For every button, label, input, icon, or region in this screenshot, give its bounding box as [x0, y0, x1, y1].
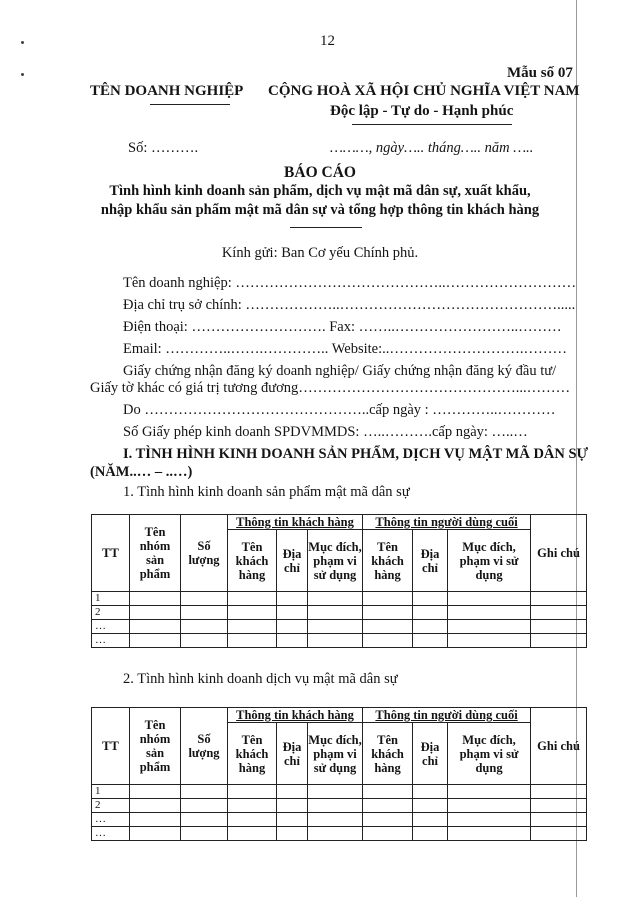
page-number: 12 — [320, 33, 335, 49]
document-date: ………, ngày….. tháng….. năm ….. — [330, 140, 534, 156]
scan-dot — [21, 41, 24, 44]
header-purpose: Mục đích, phạm vi sử dụng — [308, 723, 363, 785]
row-number: 1 — [92, 592, 130, 606]
row-number: … — [92, 634, 130, 648]
table-row — [92, 606, 587, 620]
header-customer-info: Thông tin khách hàng — [228, 515, 363, 530]
certificate-field: Giấy chứng nhận đăng ký doanh nghiệp/ Giấy chứng nhận đăng ký đầu tư/ — [123, 363, 557, 379]
row-number: 2 — [92, 606, 130, 620]
company-underline — [150, 104, 230, 105]
table-row — [92, 799, 587, 813]
table-row — [92, 827, 587, 841]
subsection-title: 1. Tình hình kinh doanh sản phẩm mật mã dân sự — [123, 484, 410, 500]
header-group-name: Tên nhóm sản phẩm — [130, 708, 181, 785]
report-subtitle: Tình hình kinh doanh sản phẩm, dịch vụ mật mã dân sự, xuất khẩu, — [109, 183, 531, 199]
header-customer-name: Tên khách hàng — [228, 530, 277, 592]
email-website-field: Email: …………..…….………….. Website:..……………………….……… — [123, 341, 568, 357]
form-code: Mẫu số 07 — [507, 65, 573, 81]
header-end-user-name: Tên khách hàng — [363, 723, 413, 785]
header-end-user-address: Địa chỉ — [413, 723, 448, 785]
header-end-user-name: Tên khách hàng — [363, 530, 413, 592]
row-number: … — [92, 827, 130, 841]
section-title: (NĂM..… – ..…) — [90, 464, 193, 480]
subsection-title: 2. Tình hình kinh doanh dịch vụ mật mã dân sự — [123, 671, 398, 687]
header-end-user-address: Địa chỉ — [413, 530, 448, 592]
license-field: Số Giấy phép kinh doanh SPDVMMDS: …..……….cấp ngày: …..… — [123, 424, 528, 440]
service-table — [91, 707, 587, 841]
header-tt: TT — [92, 708, 130, 785]
phone-fax-field: Điện thoại: ………………………. Fax: ……..……………………..……… — [123, 319, 562, 335]
header-quantity: Số lượng — [181, 515, 228, 592]
section-title: I. TÌNH HÌNH KINH DOANH SẢN PHẨM, DỊCH VỤ MẬT MÃ DÂN SỰ — [123, 446, 589, 462]
header-notes: Ghi chú — [531, 515, 587, 592]
header-tt: TT — [92, 515, 130, 592]
header-group-name: Tên nhóm sản phẩm — [130, 515, 181, 592]
header-customer-name: Tên khách hàng — [228, 723, 277, 785]
row-number: … — [92, 813, 130, 827]
row-number: 2 — [92, 799, 130, 813]
table-row — [92, 813, 587, 827]
issued-by-field: Do ………………………………………..cấp ngày : …………..………… — [123, 402, 556, 418]
country-name: CỘNG HOÀ XÃ HỘI CHỦ NGHĨA VIỆT NAM — [268, 83, 580, 99]
table-row — [92, 592, 587, 606]
motto: Độc lập - Tự do - Hạnh phúc — [330, 103, 514, 119]
motto-underline — [352, 124, 512, 125]
table-row — [92, 634, 587, 648]
table-row — [92, 785, 587, 799]
title-underline — [290, 227, 362, 228]
header-end-user-purpose: Mục đích, phạm vi sử dụng — [448, 530, 531, 592]
row-number: … — [92, 620, 130, 634]
address-field: Địa chỉ trụ sở chính: ………………..………………………………………..... — [123, 297, 576, 313]
header-address: Địa chỉ — [277, 530, 308, 592]
company-header: TÊN DOANH NGHIỆP — [90, 83, 244, 99]
row-number: 1 — [92, 785, 130, 799]
header-purpose: Mục đích, phạm vi sử dụng — [308, 530, 363, 592]
table-row — [92, 620, 587, 634]
header-customer-info: Thông tin khách hàng — [228, 708, 363, 723]
scan-dot — [21, 73, 24, 76]
product-table — [91, 514, 587, 648]
header-address: Địa chỉ — [277, 723, 308, 785]
header-notes: Ghi chú — [531, 708, 587, 785]
report-title: BÁO CÁO — [284, 164, 356, 181]
header-end-user-purpose: Mục đích, phạm vi sử dụng — [448, 723, 531, 785]
report-subtitle: nhập khẩu sản phẩm mật mã dân sự và tổng hợp thông tin khách hàng — [100, 202, 540, 218]
company-name-field: Tên doanh nghiệp: ……………………………………..……………………… — [123, 275, 577, 291]
header-end-user-info: Thông tin người dùng cuối — [363, 708, 531, 723]
document-number: Số: ………. — [128, 140, 199, 156]
certificate-field: Giấy tờ khác có giá trị tương đương………………………………………...……… — [90, 380, 571, 396]
header-quantity: Số lượng — [181, 708, 228, 785]
recipient: Kính gửi: Ban Cơ yếu Chính phủ. — [221, 245, 419, 261]
header-end-user-info: Thông tin người dùng cuối — [363, 515, 531, 530]
